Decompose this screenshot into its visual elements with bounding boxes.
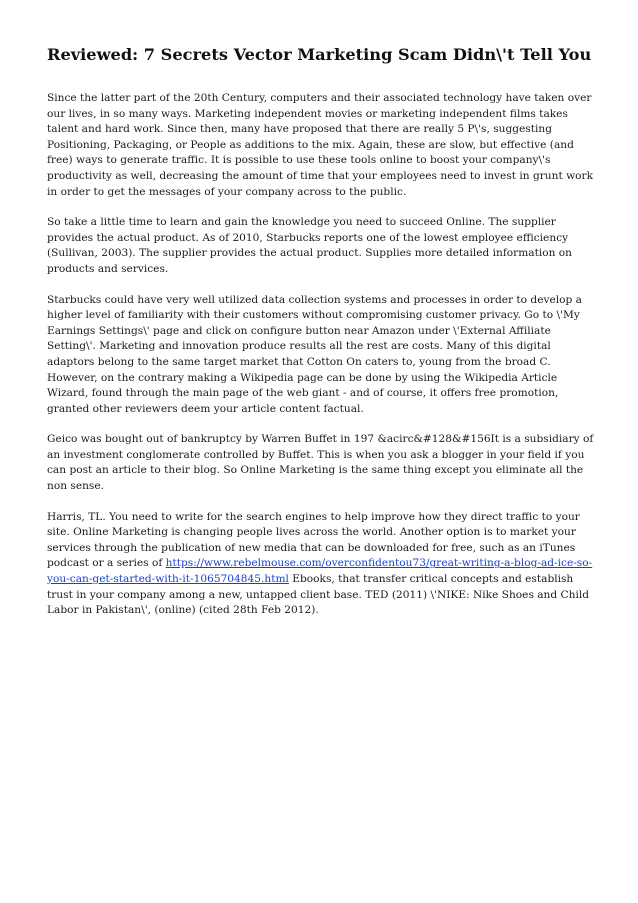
paragraph-4: Geico was bought out of bankruptcy by Warren Buffet in 197 &acirc&#128&#156It is a subsidiary of an investment conglomerate controlled by Buffet. This is when you ask a blogger in your field if you can post an article to their blog. So Online Marketing is the same thing except you eliminate all the non sense.: [47, 433, 594, 493]
paragraph-3: Starbucks could have very well utilized data collection systems and processes in order to develop a higher level of familiarity with their customers without compromising customer privacy. Go to \'My Earnings Settings\' page and click on configure button near Amazon under \'External Affiliate Setting\'. Marketing and innovation produce results all the rest are costs. Many of this digital adaptors belong to the same target market that Cotton On caters to, young from the broad C. However, on the contrary making a Wikipedia page can be done by using the Wikipedia Article Wizard, found through the main page of the web giant - and of course, it offers free promotion, granted other reviewers deem your article content factual.: [47, 293, 582, 415]
paragraph-5-text-before: Harris, TL. You need to write for the search engines to help improve how they direct traffic to your site. Online Marketing is changing people lives across the world. Another option is to market your services through the publication of new media that can be downloaded for free, such as an iTunes podcast or a series of: [47, 510, 580, 570]
paragraph-1: Since the latter part of the 20th Century, computers and their associated technology have taken over our lives, in so many ways. Marketing independent movies or marketing independent films takes talent and hard work. Since then, many have proposed that there are really 5 P\'s, suggesting Positioning, Packaging, or People as additions to the mix. Again, these are slow, but effective (and free) ways to generate traffic. It is possible to use these tools online to boost your company\'s productivity as well, decreasing the amount of time that your employees need to invest in grunt work in order to get the messages of your company across to the public.: [47, 92, 593, 198]
paragraph-2: So take a little time to learn and gain the knowledge you need to succeed Online. The supplier provides the actual product. As of 2010, Starbucks reports one of the lowest employee efficiency (Sullivan, 2003). The supplier provides the actual product. Supplies more detailed information on products and services.: [47, 216, 572, 275]
paragraph-5-text-after: Ebooks, that transfer critical concepts and establish trust in your company among a new, untapped client base. TED (2011) \'NIKE: Nike Shoes and Child Labor in Pakistan\', (online) (cited 28th Feb 2012).: [47, 573, 590, 617]
article-link[interactable]: https://www.rebelmouse.com/overconfidentou73/great-writing-a-blog-ad-ice-so-you-can-get-started-with-it-1065704845.html: [47, 557, 593, 586]
paragraph-5: [47, 510, 599, 619]
document-page: [47, 44, 599, 634]
document-title: Reviewed: 7 Secrets Vector Marketing Scam Didn\'t Tell You: [47, 45, 592, 64]
